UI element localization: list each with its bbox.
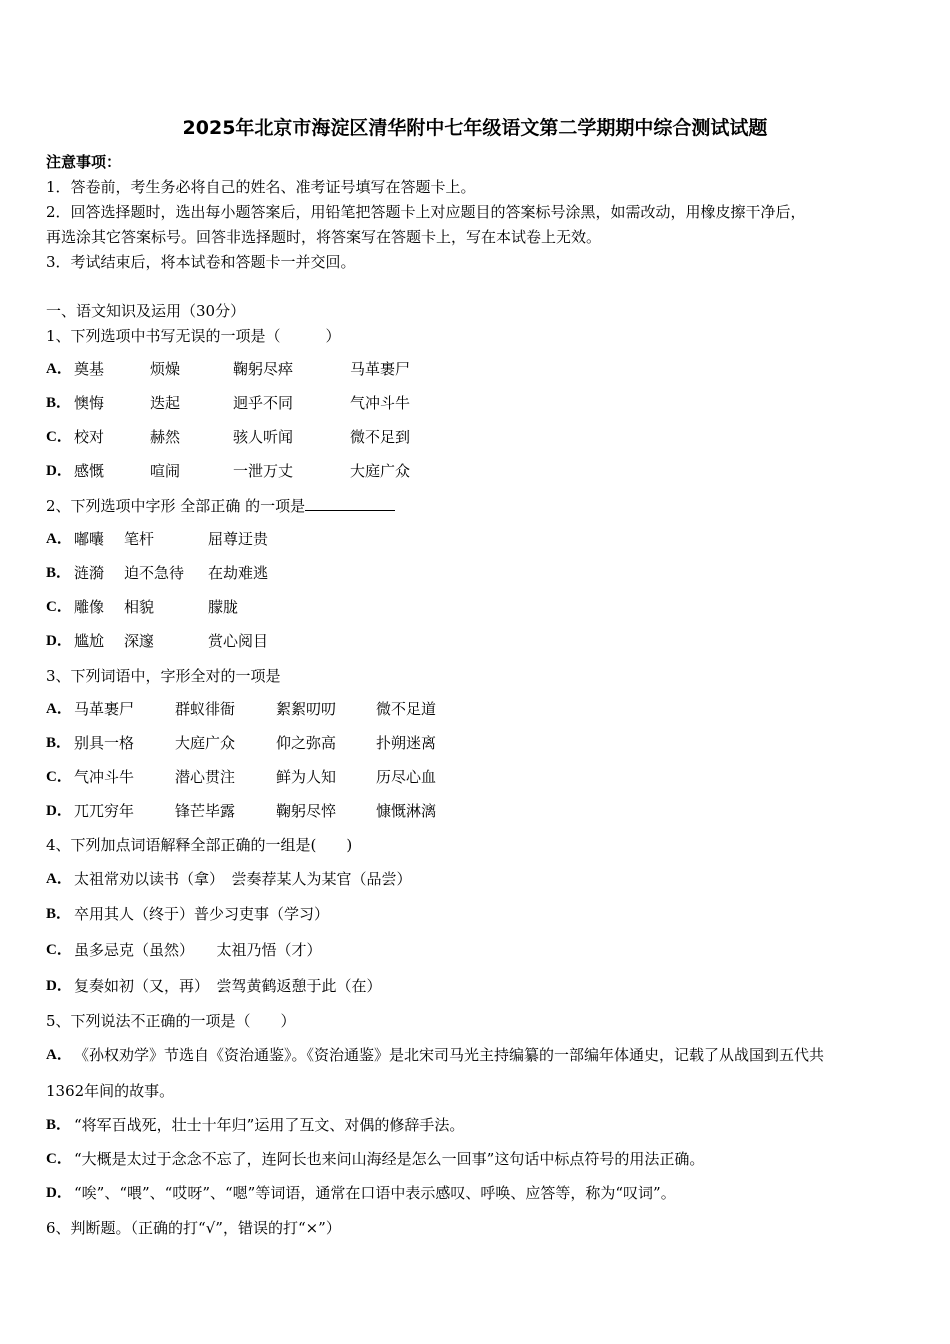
option-word: 兀兀穷年 <box>74 802 135 820</box>
option-word: 尴尬 <box>74 632 105 650</box>
option-word: 鞠躬尽瘁 <box>233 360 294 378</box>
option-label: C． <box>46 1151 72 1167</box>
option-word: 迥乎不同 <box>233 394 294 412</box>
option-text: “大概是太过于念念不忘了，连阿长也来问山海经是怎么一回事”这句话中标点符号的用法正确。 <box>74 1150 705 1168</box>
option-label: D． <box>46 803 72 819</box>
option-label: A． <box>46 1047 72 1063</box>
option-word: 涟漪 <box>74 564 105 582</box>
question-1-stem: 1、下列选项中书写无误的一项是（ ） <box>46 327 341 345</box>
option-word: 嘟囔 <box>74 530 105 548</box>
option-text: 卒用其人（终于）普少习吏事（学习） <box>74 905 330 923</box>
option-word: 感慨 <box>74 462 105 480</box>
option-word: 扑朔迷离 <box>376 734 437 752</box>
option-label: C． <box>46 599 72 615</box>
option-label: C． <box>46 942 72 958</box>
answer-blank <box>305 496 395 511</box>
option-word: 赫然 <box>150 428 181 446</box>
option-label: D． <box>46 463 72 479</box>
option-word: 迭起 <box>150 394 181 412</box>
option-word: 历尽心血 <box>376 768 437 786</box>
option-label: B． <box>46 735 72 751</box>
question-5-stem: 5、下列说法不正确的一项是（ ） <box>46 1012 296 1030</box>
option-text: 太祖常劝以读书（拿） 尝奏荐某人为某官（品尝） <box>74 870 412 888</box>
option-word: 雕像 <box>74 598 105 616</box>
question-2-stem-text: 2、下列选项中字形 全部正确 的一项是 <box>46 497 306 515</box>
option-word: 烦燥 <box>150 360 181 378</box>
option-word: 气冲斗牛 <box>74 768 135 786</box>
option-label: C． <box>46 429 72 445</box>
option-word: 别具一格 <box>74 734 135 752</box>
option-word: 潜心贯注 <box>175 768 236 786</box>
option-word: 迫不急待 <box>124 564 185 582</box>
option-text: 复奏如初（又，再） 尝驾黄鹤返憩于此（在） <box>74 977 382 995</box>
page-title: 2025年北京市海淀区清华附中七年级语文第二学期期中综合测试试题 <box>182 117 768 139</box>
option-label: D． <box>46 633 72 649</box>
option-text: 《孙权劝学》节选自《资治通鉴》。《资治通鉴》是北宋司马光主持编纂的一部编年体通史，记载了从战国到五代共 <box>74 1046 825 1064</box>
notes-heading: 注意事项： <box>46 153 122 171</box>
option-word: 赏心阅目 <box>208 632 269 650</box>
option-label: D． <box>46 978 72 994</box>
option-word: 大庭广众 <box>175 734 236 752</box>
option-label: C． <box>46 769 72 785</box>
option-word: 锋芒毕露 <box>175 802 236 820</box>
question-6-stem: 6、判断题。（正确的打“√”，错误的打“×”） <box>46 1219 341 1237</box>
option-label: B． <box>46 906 72 922</box>
option-word: 絮絮叨叨 <box>276 700 337 718</box>
option-word: 相貌 <box>124 598 155 616</box>
option-word: 马革裹尸 <box>350 360 411 378</box>
option-text: “将军百战死，壮士十年归”运用了互文、对偶的修辞手法。 <box>74 1116 465 1134</box>
option-word: 鞠躬尽悴 <box>276 802 337 820</box>
option-word: 笔杆 <box>124 530 155 548</box>
option-word: 喧闹 <box>150 462 181 480</box>
note-item: 再选涂其它答案标号。回答非选择题时，将答案写在答题卡上，写在本试卷上无效。 <box>46 228 602 246</box>
option-word: 鲜为人知 <box>276 768 337 786</box>
note-item: 1．答卷前，考生务必将自己的姓名、准考证号填写在答题卡上。 <box>46 178 476 196</box>
option-text: “唉”、“喂”、“哎呀”、“嗯”等词语，通常在口语中表示感叹、呼唤、应答等，称为“叹词”。 <box>74 1184 676 1202</box>
option-text: 虽多忌克（虽然） 太祖乃悟（才） <box>74 941 322 959</box>
option-label: D． <box>46 1185 72 1201</box>
option-word: 骇人听闻 <box>233 428 294 446</box>
option-word: 屈尊迂贵 <box>208 530 269 548</box>
option-label: A． <box>46 871 72 887</box>
section-heading: 一、语文知识及运用（30分） <box>46 302 246 320</box>
option-label: B． <box>46 565 72 581</box>
option-word: 慷慨淋漓 <box>376 802 437 820</box>
option-word: 微不足道 <box>376 700 437 718</box>
option-label: B． <box>46 395 72 411</box>
option-word: 在劫难逃 <box>208 564 269 582</box>
option-word: 马革裹尸 <box>74 700 135 718</box>
option-word: 微不足到 <box>350 428 411 446</box>
option-word: 校对 <box>74 428 105 446</box>
option-word: 奠基 <box>74 360 105 378</box>
option-label: B． <box>46 1117 72 1133</box>
question-3-stem: 3、下列词语中，字形全对的一项是 <box>46 667 281 685</box>
option-label: A． <box>46 361 72 377</box>
option-word: 一泄万丈 <box>233 462 294 480</box>
option-text-continued: 1362年间的故事。 <box>46 1082 175 1100</box>
option-word: 懊悔 <box>74 394 105 412</box>
option-word: 群蚁徘衙 <box>175 700 236 718</box>
option-word: 深邃 <box>124 632 155 650</box>
option-word: 气冲斗牛 <box>350 394 411 412</box>
option-label: A． <box>46 701 72 717</box>
option-label: A． <box>46 531 72 547</box>
option-word: 大庭广众 <box>350 462 411 480</box>
question-4-stem: 4、下列加点词语解释全部正确的一组是( ) <box>46 836 353 854</box>
question-2-stem <box>46 496 395 516</box>
option-word: 朦胧 <box>208 598 239 616</box>
option-word: 仰之弥高 <box>276 734 337 752</box>
note-item: 3．考试结束后，将本试卷和答题卡一并交回。 <box>46 253 356 271</box>
note-item: 2．回答选择题时，选出每小题答案后，用铅笔把答题卡上对应题目的答案标号涂黑，如需改动，用橡皮擦干净后， <box>46 203 806 221</box>
